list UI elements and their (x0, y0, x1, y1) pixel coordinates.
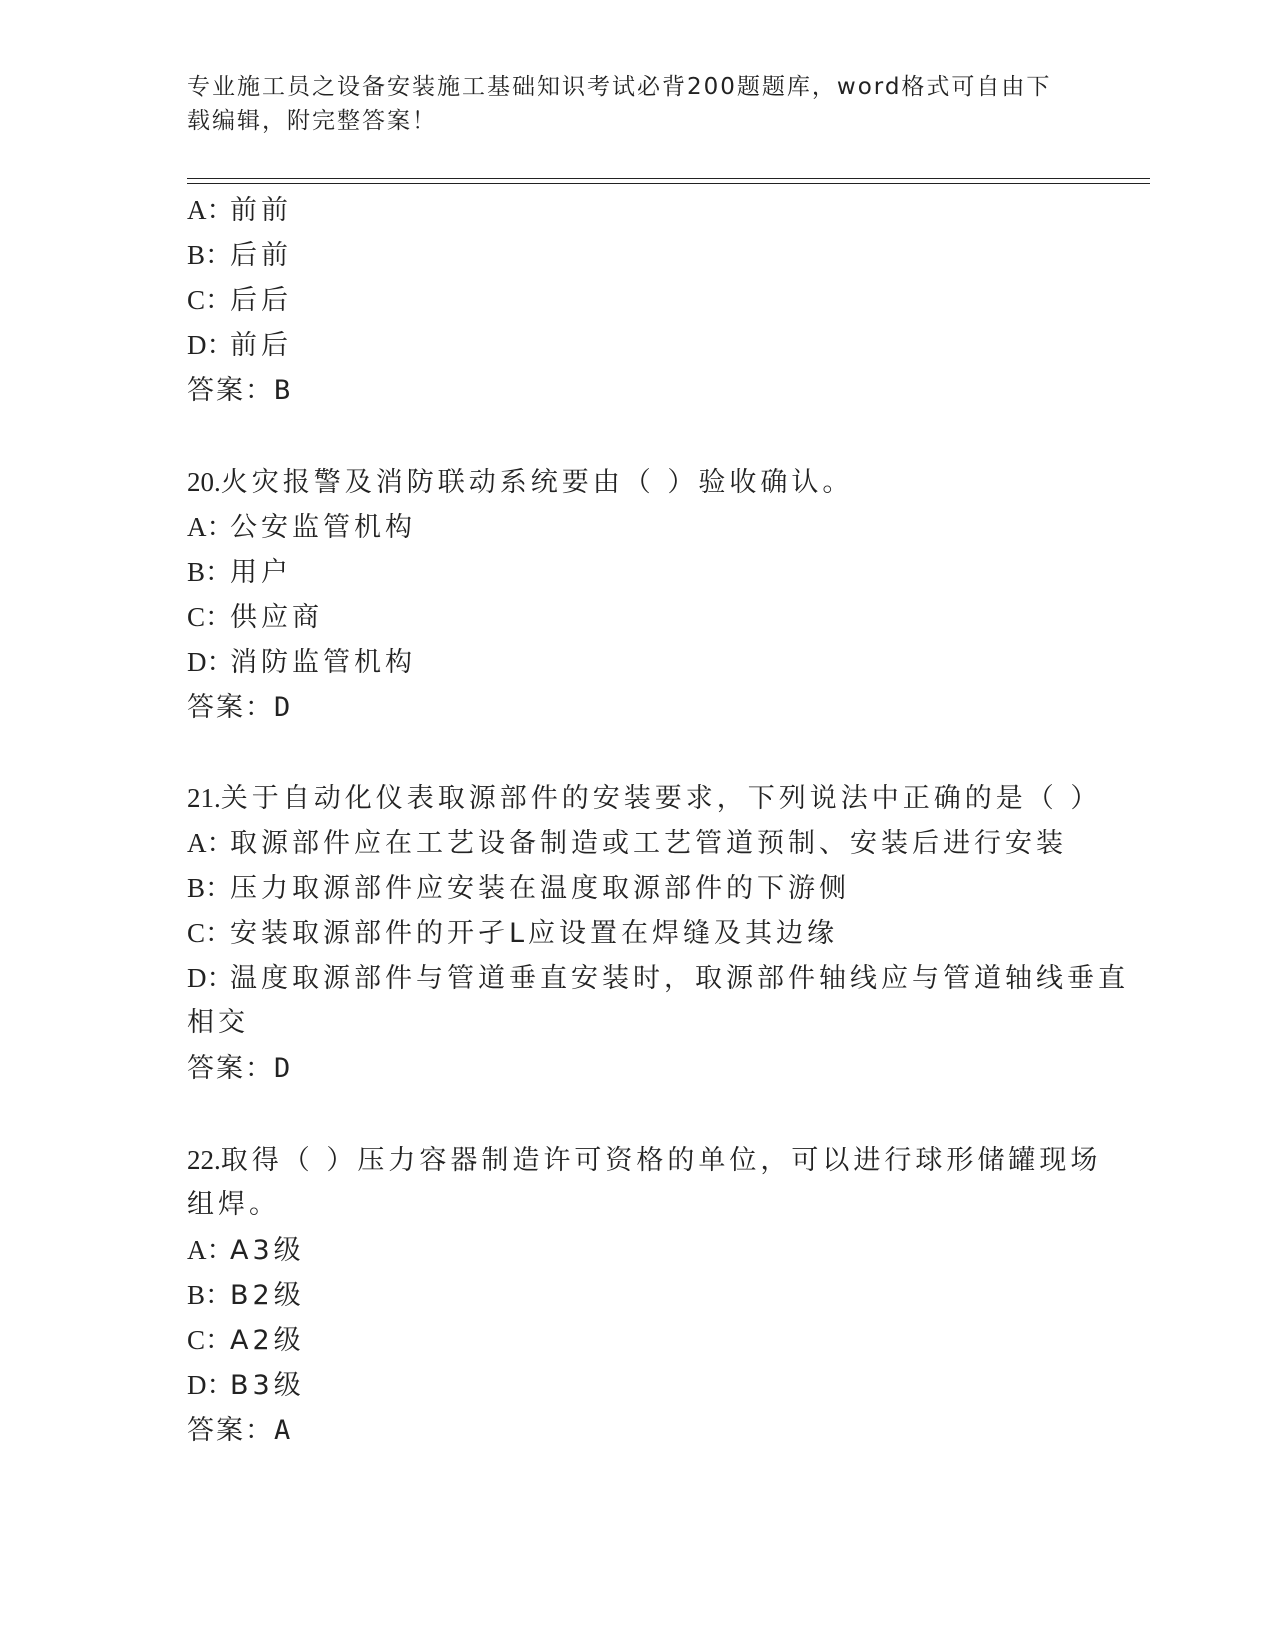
option-key: C： (187, 1325, 233, 1355)
option-key: A： (187, 195, 234, 225)
q22-option-d (187, 1368, 305, 1403)
question-number: 20. (187, 467, 221, 497)
option-text: 前后 (230, 330, 292, 361)
q20-option-b (187, 555, 292, 590)
q21-option-a (187, 826, 1067, 861)
option-text: 取源部件应在工艺设备制造或工艺管道预制、安装后进行安装 (230, 828, 1067, 859)
option-key: B： (187, 873, 233, 903)
q19-option-b (187, 238, 292, 273)
q21-option-c (187, 916, 838, 951)
q21-option-b (187, 871, 850, 906)
option-text: 压力取源部件应安装在温度取源部件的下游侧 (230, 873, 850, 904)
q22-option-c (187, 1323, 305, 1358)
answer-label: 答案： (187, 1053, 274, 1084)
option-key: C： (187, 602, 233, 632)
q22-stem (187, 1143, 1101, 1178)
option-key: B： (187, 1280, 233, 1310)
question-text: 火灾报警及消防联动系统要由（ ）验收确认。 (220, 467, 854, 498)
question-number: 21. (187, 783, 221, 813)
document-header: 专业施工员之设备安装施工基础知识考试必背200题题库，word格式可自由下载编辑，附完整答案！ (187, 74, 1052, 134)
option-key: B： (187, 557, 233, 587)
question-text: 取得（ ）压力容器制造许可资格的单位，可以进行球形储罐现场 (220, 1145, 1102, 1176)
option-key: A： (187, 512, 234, 542)
option-key: D： (187, 647, 234, 677)
q21-stem (187, 781, 1101, 816)
option-text: 前前 (230, 195, 292, 226)
answer-label: 答案： (187, 375, 274, 406)
option-key: C： (187, 285, 233, 315)
option-text: 用户 (230, 557, 292, 588)
q19-answer (187, 374, 290, 408)
option-text: B2级 (230, 1280, 305, 1311)
q21-answer (187, 1052, 290, 1086)
option-text: 安装取源部件的开孑L应设置在焊缝及其边缘 (230, 918, 839, 949)
option-text: 公安监管机构 (230, 512, 416, 543)
answer-label: 答案： (187, 1415, 274, 1446)
option-key: A： (187, 828, 234, 858)
question-number: 22. (187, 1145, 221, 1175)
question-text: 关于自动化仪表取源部件的安装要求，下列说法中正确的是（ ） (220, 783, 1102, 814)
answer-value: A (274, 1415, 291, 1446)
option-text: B3级 (230, 1370, 305, 1401)
header-divider-bottom (187, 183, 1150, 184)
option-key: D： (187, 963, 234, 993)
q21-option-d-continuation: 相交 (187, 1007, 249, 1038)
option-key: A： (187, 1235, 234, 1265)
answer-value: B (274, 375, 291, 406)
q20-option-a (187, 510, 416, 545)
header-divider-top (187, 178, 1150, 179)
option-text: 供应商 (230, 602, 323, 633)
option-text: 消防监管机构 (230, 647, 416, 678)
answer-label: 答案： (187, 692, 274, 723)
q22-answer (187, 1414, 290, 1448)
option-text: 后前 (230, 240, 292, 271)
q19-option-d (187, 328, 292, 363)
answer-value: D (274, 692, 291, 723)
option-text: A3级 (230, 1235, 305, 1266)
option-key: B： (187, 240, 233, 270)
q22-stem-continuation: 组焊。 (187, 1189, 280, 1220)
q20-option-c (187, 600, 323, 635)
option-text: A2级 (230, 1325, 305, 1356)
q22-option-b (187, 1278, 305, 1313)
option-key: C： (187, 918, 233, 948)
option-key: D： (187, 330, 234, 360)
q20-option-d (187, 645, 416, 680)
q19-option-c (187, 283, 292, 318)
option-key: D： (187, 1370, 234, 1400)
q20-answer (187, 691, 290, 725)
answer-value: D (274, 1053, 291, 1084)
q21-option-d (187, 961, 1129, 996)
option-text: 温度取源部件与管道垂直安装时，取源部件轴线应与管道轴线垂直 (230, 963, 1129, 994)
q22-option-a (187, 1233, 305, 1268)
q19-option-a (187, 193, 292, 228)
q20-stem (187, 465, 853, 500)
option-text: 后后 (230, 285, 292, 316)
